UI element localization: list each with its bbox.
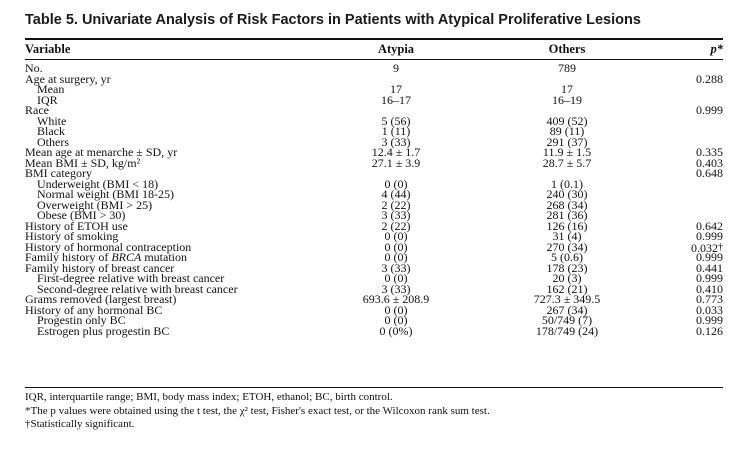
cell-atypia: 9	[393, 61, 399, 75]
row-label: Normal weight (BMI 18-25)	[37, 187, 174, 201]
row-label: Family history of breast cancer	[25, 260, 175, 275]
cell-atypia: 3 (33)	[381, 260, 411, 275]
cell-atypia: 4 (44)	[381, 187, 411, 201]
p-value-text: 0.999	[696, 250, 723, 264]
cell-atypia: 5 (56)	[381, 113, 411, 128]
bottom-rule	[25, 387, 723, 388]
row-label-part: mutation	[141, 250, 188, 264]
cell-atypia: 2 (22)	[381, 218, 411, 233]
footnote-abbreviations: IQR, interquartile range; BMI, body mass index; ETOH, ethanol; BC, birth control.	[25, 391, 393, 403]
cell-p-value	[665, 71, 723, 86]
cell-others: 291 (37)	[546, 134, 588, 149]
p-value-text: 0.648	[696, 166, 723, 180]
row-label: Grams removed (largest breast)	[25, 292, 177, 306]
significance-mark: †	[718, 241, 723, 253]
cell-atypia: 0 (0)	[384, 239, 408, 254]
cell-others: 727.3 ± 349.5	[533, 292, 601, 306]
cell-atypia: 1 (11)	[381, 124, 411, 138]
cell-others: 1 (0.1)	[551, 176, 583, 191]
p-value-text: 0.999	[696, 271, 723, 285]
cell-others: 789	[558, 61, 576, 75]
cell-others: 281 (36)	[546, 208, 588, 222]
p-value-text: 0.335	[696, 145, 723, 159]
p-value-text: 0.288	[696, 71, 723, 86]
cell-others: 16–19	[552, 92, 582, 107]
cell-atypia: 12.4 ± 1.7	[371, 145, 421, 159]
p-value-text: 0.126	[696, 323, 723, 338]
row-label: History of smoking	[25, 229, 119, 243]
row-label: Overweight (BMI > 25)	[37, 197, 153, 212]
table-row	[25, 210, 723, 221]
table-row	[25, 105, 723, 116]
table-row	[25, 323, 723, 338]
cell-others: 409 (52)	[546, 113, 588, 128]
p-value-text: 0.773	[696, 292, 723, 306]
cell-others: 50/749 (7)	[541, 313, 593, 327]
row-label: White	[37, 113, 67, 128]
row-label: No.	[25, 61, 43, 75]
cell-atypia: 27.1 ± 3.9	[371, 155, 421, 170]
row-label: Mean BMI ± SD, kg/m²	[25, 155, 141, 170]
p-value-text: 0.410	[696, 281, 723, 296]
cell-others: 20 (3)	[552, 271, 582, 285]
cell-atypia: 3 (33)	[381, 208, 411, 222]
table-row	[25, 113, 723, 128]
table-row	[25, 218, 723, 233]
header-p-value: p*	[710, 42, 723, 56]
row-label: Underweight (BMI < 18)	[37, 176, 159, 191]
p-value-text: 0.033	[696, 302, 723, 317]
header-variable: Variable	[25, 42, 71, 56]
cell-atypia: 17	[390, 82, 402, 96]
row-label: Black	[37, 124, 65, 138]
p-value-text: 0.999	[696, 103, 723, 117]
cell-atypia: 0 (0)	[384, 250, 408, 264]
p-value-text: 0.403	[696, 155, 723, 170]
cell-others: 31 (4)	[552, 229, 582, 243]
table-row	[25, 63, 723, 74]
footnotes	[25, 391, 725, 432]
cell-others: 267 (34)	[546, 302, 588, 317]
cell-atypia: 3 (33)	[381, 134, 411, 149]
cell-others: 178/749 (24)	[535, 323, 599, 338]
table-row	[25, 84, 723, 95]
row-label: Mean age at menarche ± SD, yr	[25, 145, 178, 159]
row-label-part: Family history of	[25, 250, 112, 264]
cell-p-value	[665, 105, 723, 116]
cell-atypia: 0 (0)	[384, 229, 408, 243]
p-value-text: 0.441	[696, 260, 723, 275]
cell-p-value	[665, 323, 723, 338]
row-label: History of ETOH use	[25, 218, 128, 233]
table-row	[25, 71, 723, 86]
cell-atypia: 3 (33)	[381, 281, 411, 296]
table-row	[25, 155, 723, 170]
cell-others: 270 (34)	[546, 239, 588, 254]
table-row	[25, 126, 723, 137]
header-others: Others	[548, 42, 586, 56]
row-label: Mean	[37, 82, 65, 96]
footnote-significance: †Statistically significant.	[25, 418, 135, 430]
cell-others: 268 (34)	[546, 197, 588, 212]
row-label: History of hormonal contraception	[25, 239, 192, 254]
footnote-tests: *The p values were obtained using the t test, the χ² test, Fisher's exact test, or the Wilcoxon rank sum test.	[25, 404, 490, 417]
row-label: Estrogen plus progestin BC	[37, 323, 170, 338]
cell-atypia: 0 (0)	[384, 271, 408, 285]
cell-atypia: 16–17	[381, 92, 411, 107]
cell-atypia: 0 (0)	[384, 313, 408, 327]
top-rule	[25, 38, 723, 40]
row-label: Race	[25, 103, 49, 117]
cell-atypia: 693.6 ± 208.9	[362, 292, 430, 306]
table-title: Table 5. Univariate Analysis of Risk Factors in Patients with Atypical Proliferative Lesions	[25, 12, 641, 28]
cell-others: 162 (21)	[546, 281, 588, 296]
header-atypia: Atypia	[377, 42, 415, 56]
table-header	[25, 41, 723, 58]
cell-others: 5 (0.6)	[551, 250, 583, 264]
row-label: Progestin only BC	[37, 313, 126, 327]
row-label-italic: BRCA	[111, 250, 142, 264]
table-row	[25, 197, 723, 212]
cell-atypia: 2 (22)	[381, 197, 411, 212]
cell-atypia: 0 (0%)	[379, 323, 413, 338]
header-rule	[25, 59, 723, 60]
row-label: IQR	[37, 92, 58, 107]
p-value-text: 0.032	[691, 240, 718, 255]
cell-atypia: 0 (0)	[384, 302, 408, 317]
table-body	[25, 63, 723, 336]
row-label: History of any hormonal BC	[25, 302, 163, 317]
cell-others: 28.7 ± 5.7	[542, 155, 592, 170]
row-label: Others	[37, 134, 69, 149]
cell-others: 240 (30)	[546, 187, 588, 201]
cell-others: 89 (11)	[549, 124, 585, 138]
p-value-text: 0.999	[696, 229, 723, 243]
row-label: First-degree relative with breast cancer	[37, 271, 225, 285]
cell-others: 17	[561, 82, 573, 96]
row-label: BMI category	[25, 166, 92, 180]
cell-atypia: 0 (0)	[384, 176, 408, 191]
p-value-text: 0.642	[696, 218, 723, 233]
cell-others: 126 (16)	[546, 218, 588, 233]
table-row	[25, 92, 723, 107]
row-label: Age at surgery, yr	[25, 71, 111, 86]
cell-others: 11.9 ± 1.5	[542, 145, 592, 159]
p-value-text: 0.999	[696, 313, 723, 327]
table-row	[25, 302, 723, 317]
cell-p-value	[665, 168, 723, 179]
row-label: Obese (BMI > 30)	[37, 208, 126, 222]
row-label: Second-degree relative with breast cancer	[37, 281, 238, 296]
cell-others: 178 (23)	[546, 260, 588, 275]
